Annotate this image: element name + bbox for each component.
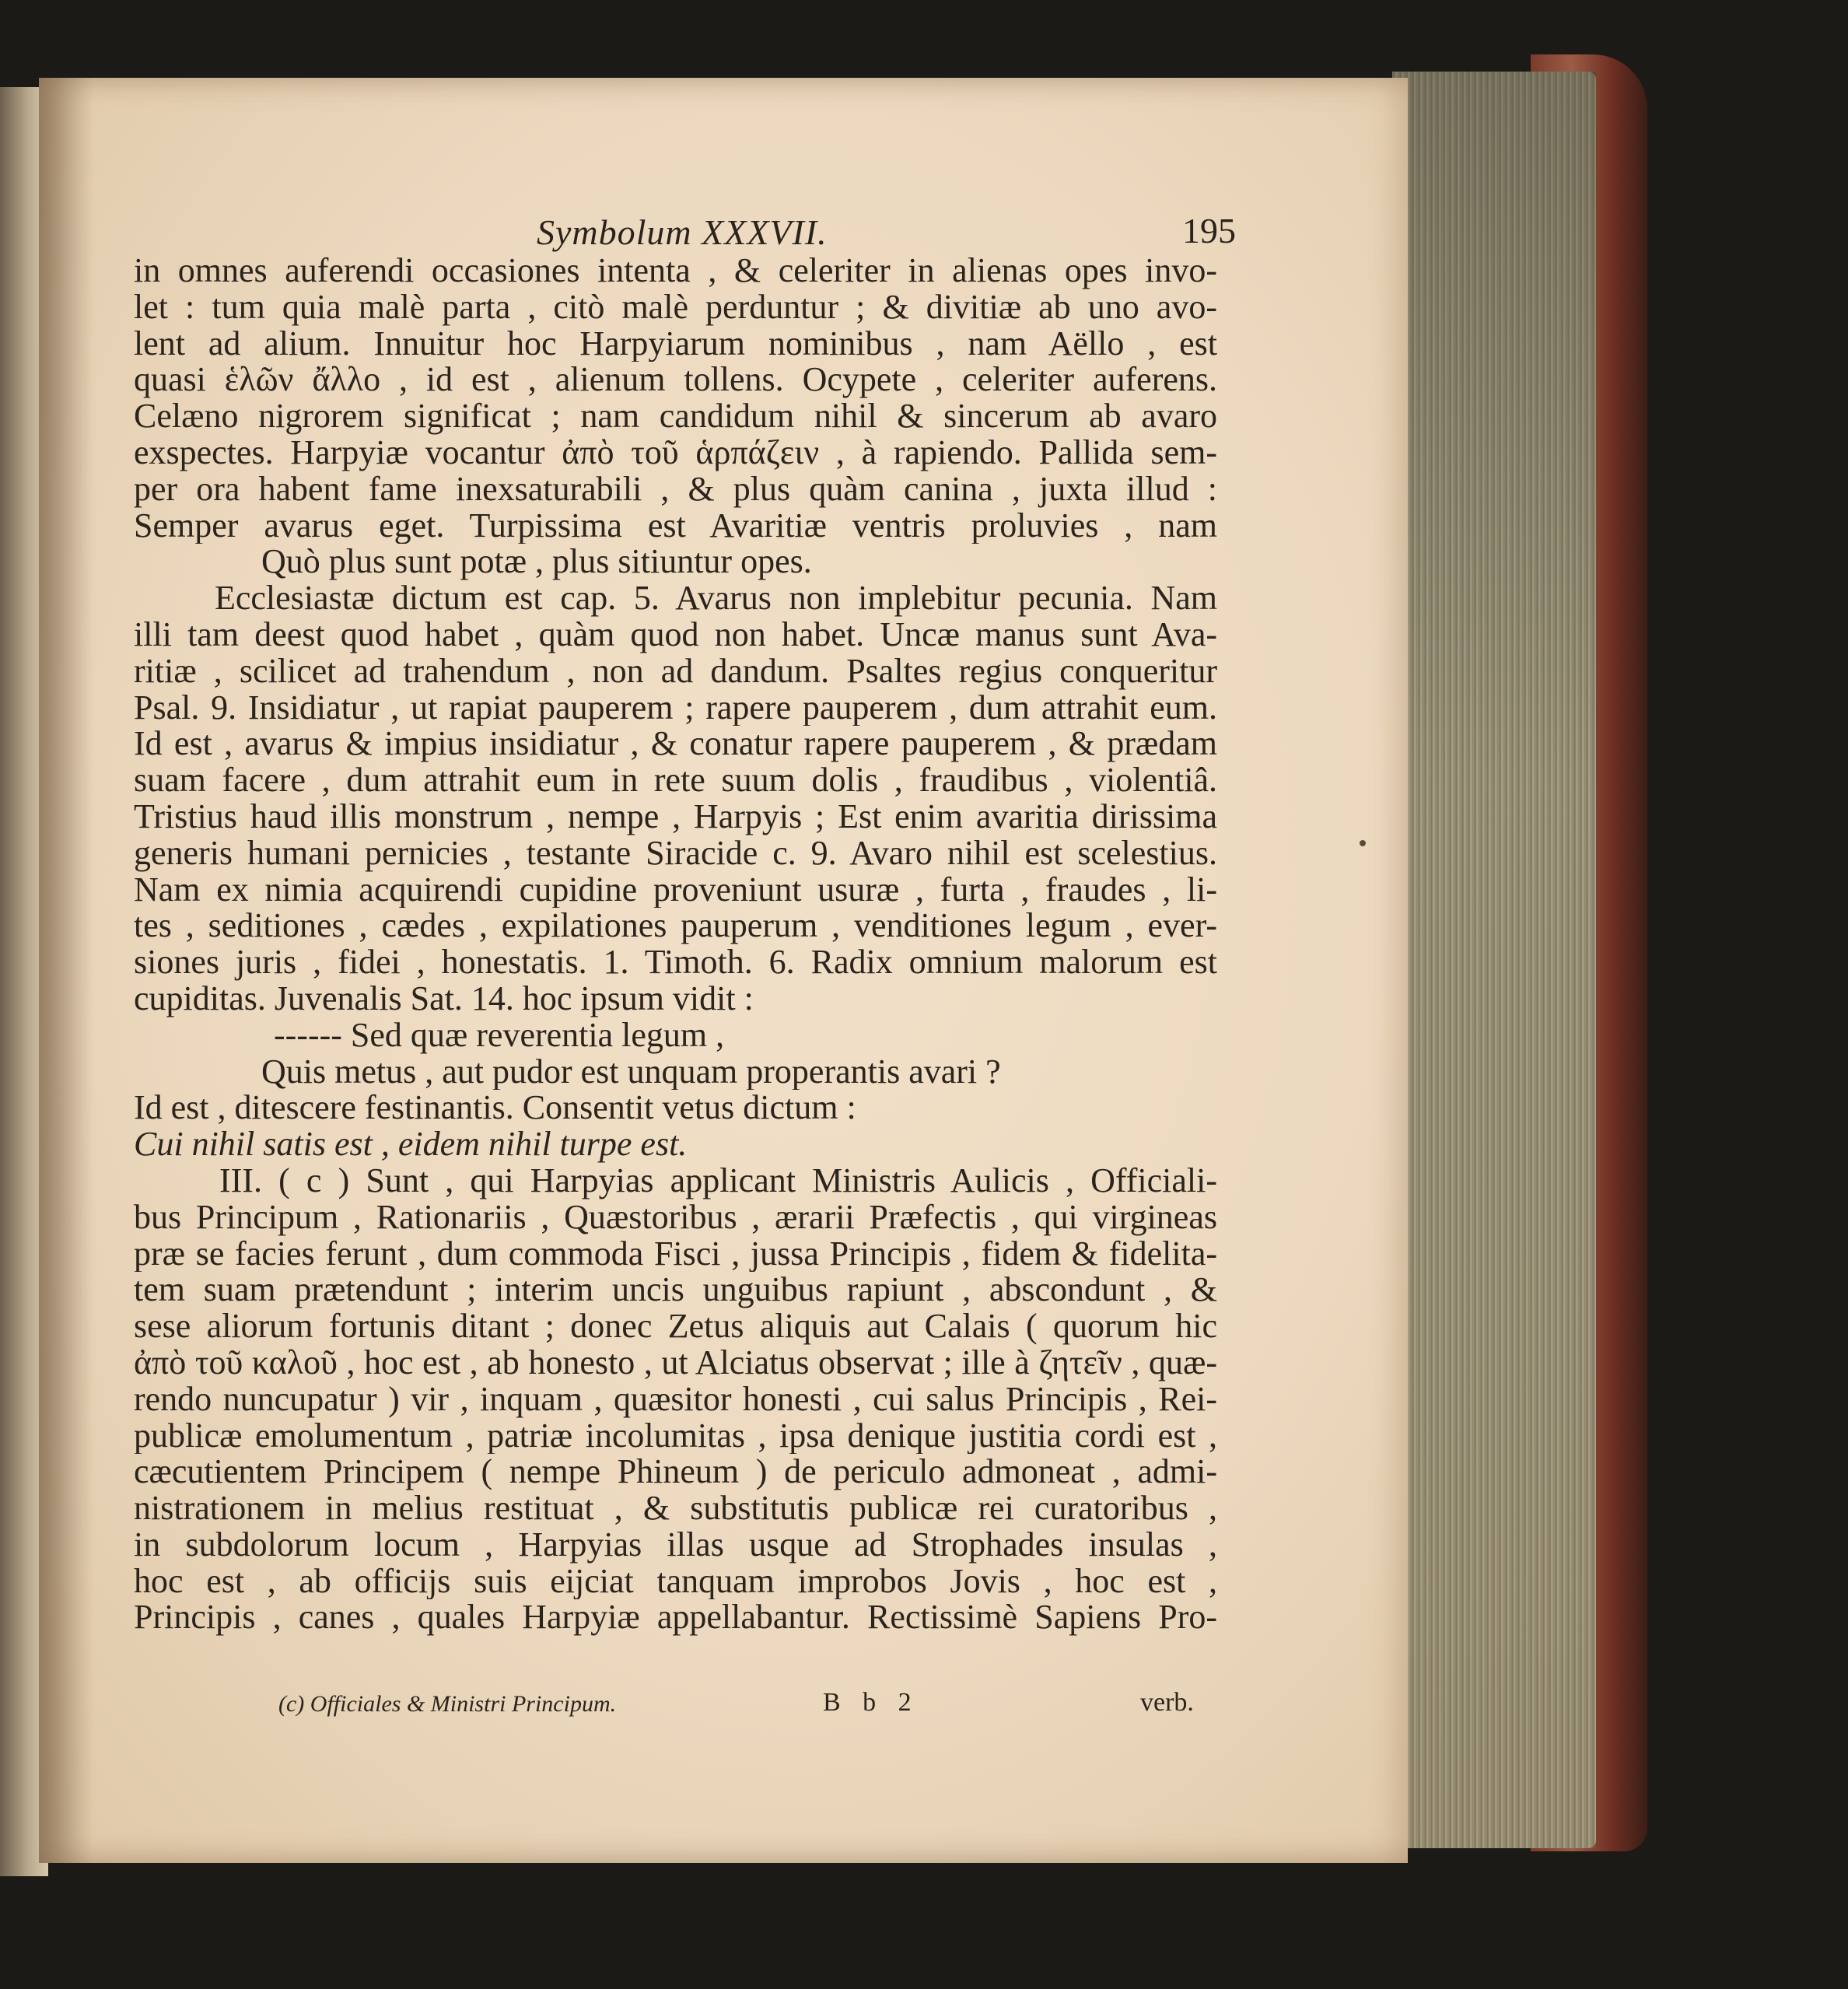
text-line: ἀπὸ τοῦ καλοῦ , hoc est , ab honesto , ut Alciatus observat ; ille à ζητεῖν , quæ- bbox=[134, 1344, 1217, 1381]
text-line: bus Principum , Rationariis , Quæstoribus , ærarii Præfectis , qui virgineas bbox=[134, 1199, 1217, 1236]
text-line: exspectes. Harpyiæ vocantur ἀπὸ τοῦ ἁρπάζειν , à rapiendo. Pallida sem- bbox=[134, 434, 1217, 471]
page-number: 195 bbox=[1182, 211, 1236, 250]
text-line: hoc est , ab officijs suis eijciat tanquam improbos Jovis , hoc est , bbox=[134, 1563, 1217, 1600]
text-line: Id est , avarus & impius insidiatur , & conatur rapere pauperem , & prædam bbox=[134, 726, 1217, 763]
text-line: cupiditas. Juvenalis Sat. 14. hoc ipsum vidit : bbox=[134, 980, 754, 1017]
text-line: suam facere , dum attrahit eum in rete suum dolis , fraudibus , violentiâ. bbox=[134, 762, 1217, 799]
fore-edge-shading bbox=[1392, 72, 1596, 1848]
verse-line: Quò plus sunt potæ , plus sitiuntur opes. bbox=[261, 544, 812, 581]
text-line: rendo nuncupatur ) vir , inquam , quæsitor honesti , cui salus Principis , Rei- bbox=[134, 1381, 1217, 1418]
text-line: nistrationem in melius restituat , & substitutis publicæ rei curatoribus , bbox=[134, 1490, 1217, 1527]
text-line: quasi ἑλῶν ἄλλο , id est , alienum tollens. Ocypete , celeriter auferens. bbox=[134, 362, 1217, 399]
catchword: verb. bbox=[1140, 1688, 1194, 1717]
text-line: Nam ex nimia acquirendi cupidine proveniunt usuræ , furta , fraudes , li- bbox=[134, 871, 1217, 909]
text-line: sese aliorum fortunis ditant ; donec Zetus aliquis aut Calais ( quorum hic bbox=[134, 1308, 1217, 1345]
paper-speck bbox=[1360, 840, 1366, 846]
page-gutter-shadow bbox=[39, 78, 93, 1863]
text-line: let : tum quia malè parta , citò malè perduntur ; & divitiæ ab uno avo- bbox=[134, 289, 1217, 326]
text-line: Celæno nigrorem significat ; nam candidum nihil & sincerum ab avaro bbox=[134, 398, 1217, 435]
text-line: in subdolorum locum , Harpyias illas usque ad Strophades insulas , bbox=[134, 1526, 1217, 1564]
text-line: per ora habent fame inexsaturabili , & plus quàm canina , juxta illud : bbox=[134, 471, 1217, 508]
text-line: Principis , canes , quales Harpyiæ appellabantur. Rectissimè Sapiens Pro- bbox=[134, 1599, 1217, 1637]
text-line: Semper avarus eget. Turpissima est Avaritiæ ventris proluvies , nam bbox=[134, 507, 1217, 545]
text-line: Tristius haud illis monstrum , nempe , Harpyis ; Est enim avaritia dirissima bbox=[134, 798, 1217, 835]
quote-line: Cui nihil satis est , eidem nihil turpe est. bbox=[134, 1126, 688, 1163]
text-line: præ se facies ferunt , dum commoda Fisci , jussa Principis , fidem & fidelita- bbox=[134, 1235, 1217, 1273]
text-line: Id est , ditescere festinantis. Consentit vetus dictum : bbox=[134, 1090, 856, 1127]
running-title: Symbolum XXXVII. bbox=[537, 212, 828, 252]
footnote: (c) Officiales & Ministri Principum. bbox=[278, 1691, 617, 1717]
text-line: generis humani pernicies , testante Siracide c. 9. Avaro nihil est scelestius. bbox=[134, 835, 1217, 872]
text-line: in omnes auferendi occasiones intenta , & celeriter in alienas opes invo- bbox=[134, 253, 1217, 289]
body-text bbox=[134, 253, 1217, 1636]
verse-line: Quis metus , aut pudor est unquam properantis avari ? bbox=[261, 1053, 1001, 1091]
text-line: Ecclesiastæ dictum est cap. 5. Avarus non implebitur pecunia. Nam bbox=[215, 580, 1217, 617]
text-line: Psal. 9. Insidiatur , ut rapiat pauperem ; rapere pauperem , dum attrahit eum. bbox=[134, 689, 1217, 727]
text-line: ritiæ , scilicet ad trahendum , non ad dandum. Psaltes regius conqueritur bbox=[134, 653, 1217, 690]
text-line: III. ( c ) Sunt , qui Harpyias applicant Ministris Aulicis , Officiali- bbox=[219, 1162, 1217, 1199]
text-line: publicæ emolumentum , patriæ incolumitas , ipsa denique justitia cordi est , bbox=[134, 1417, 1217, 1455]
text-line: lent ad alium. Innuitur hoc Harpyiarum nominibus , nam Aëllo , est bbox=[134, 325, 1217, 362]
text-line: cæcutientem Principem ( nempe Phineum ) de periculo admoneat , admi- bbox=[134, 1454, 1217, 1491]
text-line: siones juris , fidei , honestatis. 1. Timoth. 6. Radix omnium malorum est bbox=[134, 944, 1217, 981]
verse-line: ------ Sed quæ reverentia legum , bbox=[274, 1017, 725, 1054]
signature-mark: B b 2 bbox=[823, 1688, 919, 1717]
text-line: tes , seditiones , cædes , expilationes pauperum , venditiones legum , ever- bbox=[134, 908, 1217, 945]
text-line: tem suam prætendunt ; interim uncis unguibus rapiunt , abscondunt , & bbox=[134, 1272, 1217, 1309]
text-line: illi tam deest quod habet , quàm quod non habet. Uncæ manus sunt Ava- bbox=[134, 616, 1217, 653]
